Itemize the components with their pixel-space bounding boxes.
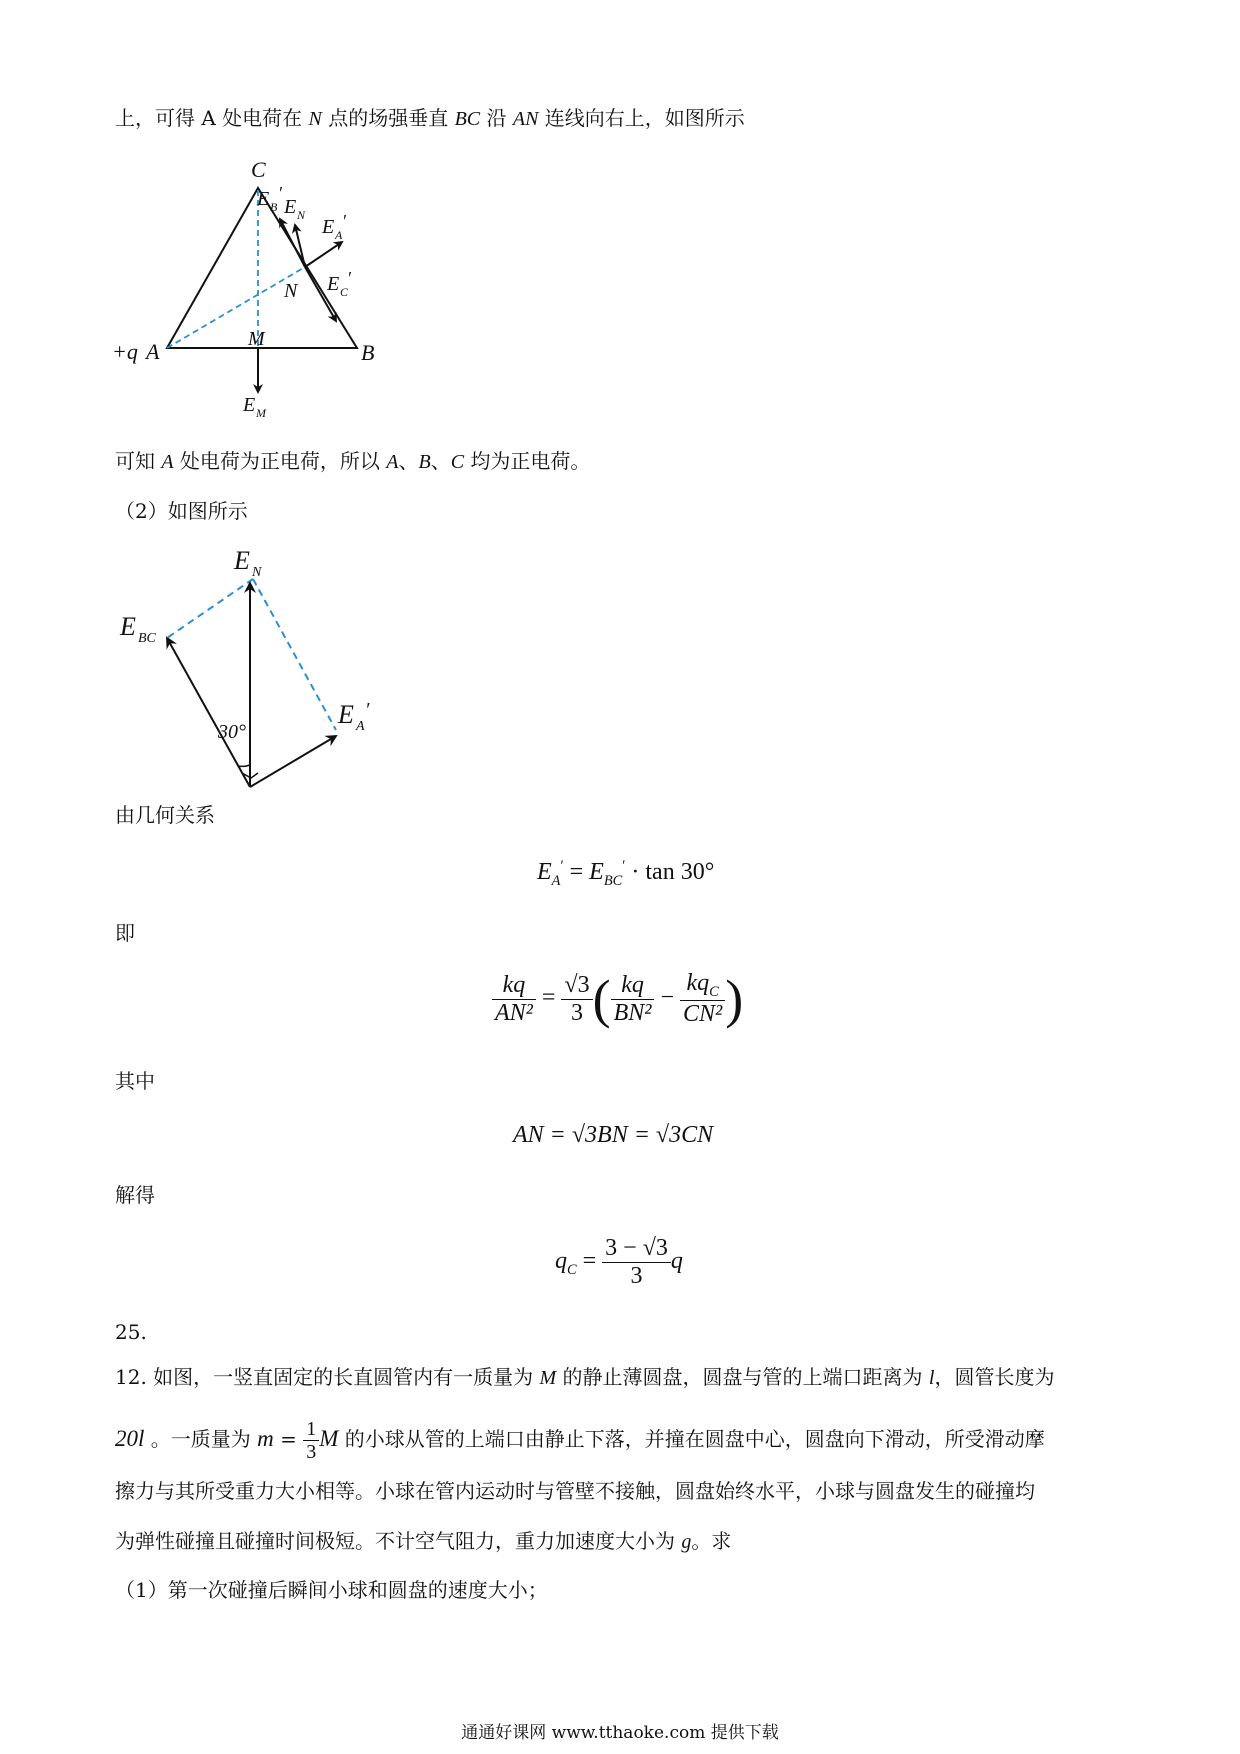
label-ebc (119, 612, 157, 646)
symbol-AN: AN (512, 108, 539, 130)
svg-text:BC: BC (138, 631, 156, 646)
symbol-a: A (386, 451, 399, 473)
label-n: N (284, 280, 298, 302)
equation-1: $E_A' = E_{BC}' \cdot \tan 30^\circ$ (537, 858, 715, 889)
label-em (242, 394, 267, 420)
label-en (283, 196, 306, 222)
svg-text:E: E (322, 216, 335, 238)
symbol-BC: BC (454, 108, 481, 130)
text-span: 上，可得 A 处电荷在 (115, 106, 309, 130)
arrow-ebc (167, 638, 250, 787)
label-m: M (248, 328, 265, 350)
svg-text:E: E (243, 394, 256, 416)
symbol-b: B (418, 451, 431, 473)
text-span: 可知 (115, 449, 162, 473)
question-12-line-4: 为弹性碰撞且碰撞时间极短。不计空气阻力，重力加速度大小为 g。求 (115, 1529, 732, 1553)
text-span: 均为正电荷。 (464, 449, 591, 473)
svg-text:E: E (327, 273, 340, 295)
symbol-c: C (450, 451, 465, 473)
label-a: A (146, 339, 160, 364)
text-span: 沿 (480, 106, 513, 130)
dashed-top (167, 579, 253, 638)
svg-text:N: N (252, 565, 262, 580)
svg-text:′: ′ (278, 183, 282, 203)
svg-text:A: A (335, 228, 343, 242)
triangle-abc (167, 188, 357, 348)
text-line-1 (115, 103, 745, 134)
question-12-line-2: 20l 。一质量为 m = $\frac{1}{3}$ M 的小球从管的上端口由静止下落，并撞在圆盘中心，圆盘向下滑动，所受滑动摩 (115, 1418, 1045, 1463)
question-12-part-1: （1）第一次碰撞后瞬间小球和圆盘的速度大小； (115, 1578, 548, 1602)
label-angle: 30° (218, 721, 246, 743)
equation-4: $q_C$ = $\frac{3 - √3}{3}$ q (555, 1235, 683, 1289)
svg-text:M: M (256, 406, 266, 420)
svg-text:E: E (234, 546, 250, 575)
svg-text:N: N (297, 208, 306, 222)
arrow-eb (280, 219, 305, 267)
label-eb (256, 183, 283, 214)
text-span: 处电荷为正电荷，所以 (173, 449, 387, 473)
label-c: C (251, 157, 266, 182)
text-line-5: 即 (115, 921, 135, 945)
svg-text:E: E (338, 700, 354, 729)
text-span: 、 (430, 449, 451, 473)
svg-text:E: E (284, 196, 297, 218)
equation-2: $\frac{kq}{\text{AN²}}$ = $\frac{√3}{3}$ ( $\frac{kq}{\text{BN²}}$ − $\frac{kq_C}{\text{CN²}}$ ) (492, 968, 743, 1030)
svg-text:′: ′ (365, 699, 370, 721)
dashed-right (253, 579, 336, 730)
text-span: 点的场强垂直 (321, 106, 455, 130)
arrow-ea (250, 736, 336, 787)
arrow-ea (305, 242, 342, 267)
svg-text:E: E (257, 188, 270, 210)
label-en (233, 546, 262, 580)
vector-parallelogram-diagram (110, 540, 410, 790)
text-line-7: 解得 (115, 1183, 155, 1207)
label-ec (326, 268, 352, 299)
question-12-line-1: 12. 如图，一竖直固定的长直圆管内有一质量为 M 的静止薄圆盘，圆盘与管的上端口距离为 l，圆管长度为 (115, 1365, 1055, 1389)
question-12-line-3: 擦力与其所受重力大小相等。小球在管内运动时与管壁不接触，圆盘始终水平，小球与圆盘发生的碰撞均 (115, 1479, 1035, 1503)
angle-arc (238, 765, 250, 766)
symbol-N: N (308, 108, 322, 130)
svg-text:′: ′ (342, 211, 346, 231)
label-ea (337, 699, 370, 734)
text-span: 、 (398, 449, 419, 473)
text-line-2 (115, 446, 590, 477)
text-line-6: 其中 (115, 1069, 155, 1093)
svg-text:B: B (270, 200, 278, 214)
footer-text: 通通好课网 www.tthaoke.com 提供下载 (461, 1723, 779, 1743)
triangle-field-diagram (110, 155, 410, 435)
svg-text:C: C (340, 285, 349, 299)
svg-text:E: E (120, 612, 136, 641)
text-line-8: 25. (115, 1320, 147, 1344)
arrow-en (295, 225, 305, 267)
label-plus-q: +q (112, 339, 138, 364)
label-b: B (361, 340, 375, 365)
equation-3: AN = √3BN = √3CN (513, 1122, 714, 1148)
label-ea (321, 211, 347, 242)
symbol-a: A (161, 451, 174, 473)
text-line-4: 由几何关系 (115, 803, 215, 827)
svg-text:A: A (356, 719, 365, 734)
svg-text:′: ′ (347, 268, 351, 288)
text-span: 连线向右上，如图所示 (538, 106, 745, 130)
text-line-3: （2）如图所示 (115, 499, 248, 523)
